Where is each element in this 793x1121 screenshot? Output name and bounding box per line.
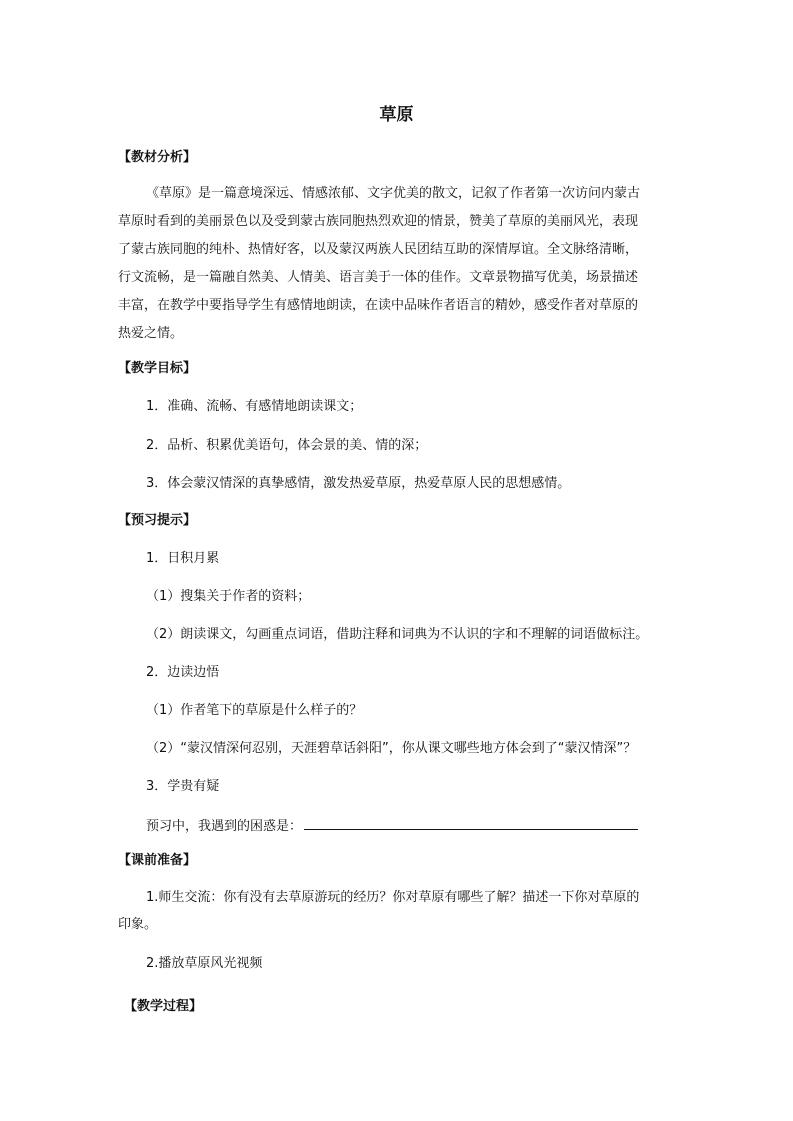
preview-part1-item-2: （2）朗读课文，勾画重点词语，借助注释和词典为不认识的字和不理解的词语做标注。 bbox=[146, 627, 649, 642]
goal-item-3: 3．体会蒙汉情深的真挚感情，激发热爱草原，热爱草原人民的思想感情。 bbox=[146, 476, 571, 491]
preview-part3-title: 3．学贵有疑 bbox=[146, 779, 220, 794]
analysis-line-6: 热爱之情。 bbox=[118, 326, 184, 341]
preview-question-row bbox=[146, 815, 638, 837]
prep-item-1-line-2: 印象。 bbox=[118, 917, 158, 932]
preview-part2-title: 2．边读边悟 bbox=[146, 665, 220, 680]
analysis-line-5: 丰富，在教学中要指导学生有感情地朗读，在读中品味作者语言的精妙，感受作者对草原的 bbox=[118, 298, 639, 313]
section-heading-analysis: 【教材分析】 bbox=[118, 150, 197, 165]
preview-part1-item-1: （1）搜集关于作者的资料； bbox=[146, 589, 311, 604]
analysis-line-2: 草原时看到的美丽景色以及受到蒙古族同胞热烈欢迎的情景，赞美了草原的美丽风光，表现 bbox=[118, 214, 639, 229]
preview-part2-item-2: （2）“蒙汉情深何忍别，天涯碧草话斜阳”，你从课文哪些地方体会到了“蒙汉情深”？ bbox=[146, 741, 637, 756]
analysis-line-3: 了蒙古族同胞的纯朴、热情好客，以及蒙汉两族人民团结互助的深情厚谊。全文脉络清晰， bbox=[118, 242, 639, 257]
answer-blank-line bbox=[304, 815, 638, 830]
prep-item-2: 2.播放草原风光视频 bbox=[146, 956, 263, 971]
analysis-line-1: 《草原》是一篇意境深远、情感浓郁、文字优美的散文，记叙了作者第一次访问内蒙古 bbox=[146, 186, 641, 201]
section-heading-process: 【教学过程】 bbox=[124, 999, 203, 1014]
preview-part2-item-1: （1）作者笔下的草原是什么样子的？ bbox=[146, 703, 363, 718]
preview-part1-title: 1．日积月累 bbox=[146, 551, 220, 566]
prep-item-1-line-1: 1.师生交流：你有没有去草原游玩的经历？你对草原有哪些了解？描述一下你对草原的 bbox=[146, 890, 640, 905]
section-heading-prep: 【课前准备】 bbox=[118, 853, 197, 868]
analysis-line-4: 行文流畅，是一篇融自然美、人情美、语言美于一体的佳作。文章景物描写优美，场景描述 bbox=[118, 270, 639, 285]
preview-part3-prompt: 预习中，我遇到的困惑是： bbox=[146, 819, 303, 834]
goal-item-1: 1．准确、流畅、有感情地朗读课文； bbox=[146, 399, 363, 414]
document-title: 草原 bbox=[379, 105, 414, 125]
section-heading-preview: 【预习提示】 bbox=[118, 513, 197, 528]
goal-item-2: 2．品析、积累优美语句，体会景的美、情的深； bbox=[146, 438, 428, 453]
section-heading-goals: 【教学目标】 bbox=[118, 361, 197, 376]
